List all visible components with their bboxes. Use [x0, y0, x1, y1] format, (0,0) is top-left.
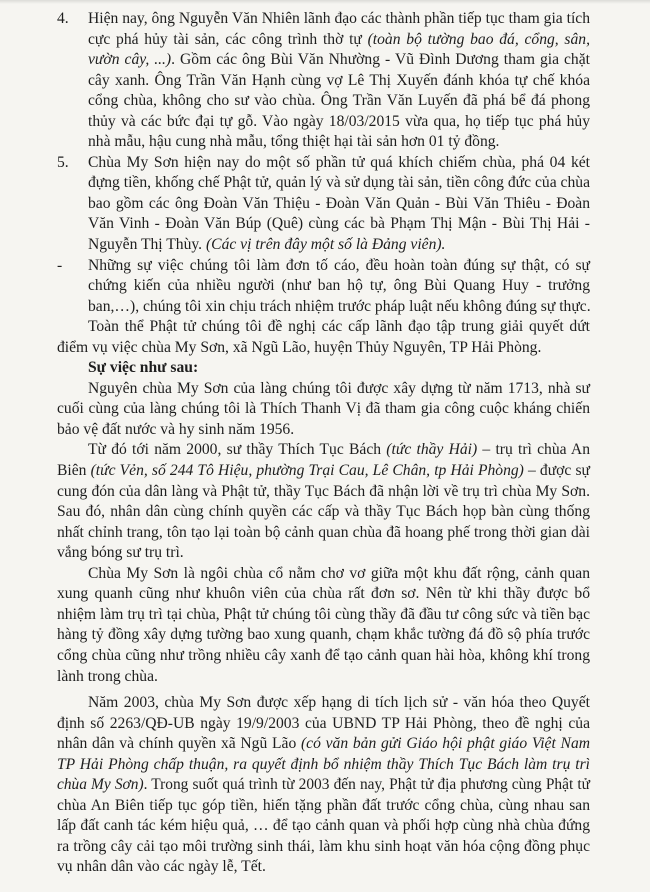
text-run: đựng tiền, khống chế Phật tử, quản lý và sử dụng tài sản, tiền công đức của chùa — [88, 174, 590, 192]
text-run: Toàn thể Phật tử chúng tôi đề nghị các cấp lãnh đạo tập trung giải quyết dứt — [88, 318, 590, 336]
text-line — [88, 91, 590, 112]
text-line — [57, 461, 590, 482]
paragraph — [57, 564, 590, 687]
text-run: Biên — [57, 462, 91, 480]
list-item — [57, 9, 590, 153]
text-line — [57, 775, 590, 796]
text-line — [57, 399, 590, 420]
text-line — [88, 173, 590, 194]
text-line — [88, 214, 590, 235]
paragraph — [57, 440, 590, 563]
text-run: . Gồm các ông Bùi Văn Nhường - Vũ Đình Dương tham gia chặt — [171, 51, 590, 69]
text-line — [57, 482, 590, 503]
text-line — [57, 338, 590, 359]
text-run: Từ đó tới năm 2000, sư thầy Thích Tục Bách — [88, 441, 387, 459]
text-line — [88, 50, 590, 71]
text-line — [57, 693, 590, 714]
text-line — [57, 543, 590, 564]
text-run: cây xanh. Ông Trần Văn Hạnh cùng vợ Lê Thị Xuyến đánh khóa tự chế khóa — [88, 71, 590, 89]
text-line — [57, 714, 590, 735]
text-run: nhất chỉnh trang, tôn tạo lại toàn bộ cảnh quan chùa đã hoang phế trong thời gian dài — [57, 523, 590, 541]
text-run: Sự việc như sau: — [88, 359, 199, 377]
italic-text: vườn cây, ...) — [88, 51, 172, 69]
text-run: nhà mẫu, hậu cung nhà mẫu, tổng thiệt hại tài sản hơn 01 tỷ đồng. — [88, 133, 500, 151]
text-line — [57, 667, 590, 688]
text-run: Nguyên chùa My Sơn của làng chúng tôi được xây dựng từ năm 1713, nhà sư — [88, 379, 590, 397]
text-run: ra trồng cây cải tạo môi trường sinh thái, làm khu sinh hoạt văn hóa cộng đồng phục — [57, 837, 590, 855]
list-item — [57, 153, 590, 256]
text-run: vụ nhân dân vào các ngày lễ, Tết. — [57, 858, 266, 876]
text-line — [57, 564, 590, 585]
text-line — [88, 71, 590, 92]
text-run: vắng bóng sư trụ trì. — [57, 544, 184, 562]
italic-text: (Các vị trên đây một số là Đảng viên). — [205, 236, 446, 254]
text-run: cuối cùng của làng chúng tôi là Thích Thanh Vị đã tham gia công cuộc kháng chiến — [57, 400, 590, 418]
text-line — [57, 837, 590, 858]
text-line — [88, 276, 590, 297]
text-run: ban,…), chúng tôi xin chịu trách nhiệm trước pháp luật nếu không đúng sự thực. — [88, 297, 591, 315]
text-run: chứng kiến của nhiều người (như ban hộ tự, ông Bùi Quang Huy - trưởng — [88, 277, 590, 295]
text-run: nhiệm làm trụ trì tại chùa, Phật tử chúng tôi cùng thầy đã đầu tư công sức và tiền bạc — [57, 605, 590, 623]
text-line — [57, 605, 590, 626]
text-line — [57, 584, 590, 605]
text-line — [57, 379, 590, 400]
text-line — [57, 440, 590, 461]
text-line — [57, 857, 590, 878]
text-line — [57, 734, 590, 755]
text-line — [57, 502, 590, 523]
text-run: cổng chùa cũng như trồng nhiều cây xanh để tạo cảnh quan hài hòa, không khí trong — [57, 646, 590, 664]
text-run: Nguyễn Thị Thùy. — [88, 236, 206, 254]
text-line — [88, 132, 590, 153]
italic-text: (tức thầy Hải) — [386, 441, 478, 459]
text-run: cực phá hủy tài sản, các công trình thờ tự — [88, 30, 368, 48]
text-line — [88, 194, 590, 215]
text-run: điểm vụ việc chùa My Sơn, xã Ngũ Lão, huyện Thủy Nguyên, TP Hải Phòng. — [57, 338, 542, 356]
text-run: Những sự việc chúng tôi làm đơn tố cáo, đều hoàn toàn đúng sự thật, có sự — [88, 256, 590, 274]
text-run: Chùa My Sơn là ngôi chùa cổ nằm chơ vơ giữa một khu đất rộng, cảnh quan — [88, 564, 590, 582]
text-run: Năm 2003, chùa My Sơn được xếp hạng di tích lịch sử - văn hóa theo Quyết — [88, 694, 590, 712]
document-page — [57, 9, 590, 878]
text-line — [88, 358, 590, 379]
italic-text: (có văn bản gửi Giáo hội phật giáo Việt Nam — [300, 735, 590, 753]
text-line — [88, 112, 590, 133]
text-line — [57, 523, 590, 544]
text-line — [57, 816, 590, 837]
paragraph — [57, 379, 590, 441]
text-run: bảo vệ đất nước và hy sinh năm 1956. — [57, 420, 295, 438]
section-heading — [57, 358, 590, 379]
list-item — [57, 256, 590, 318]
text-run: Sau đó, nhân dân cùng chính quyền các cấp và thầy Tục Bách họp bàn cùng thống — [57, 503, 590, 521]
text-run: xung quanh cũng như khuôn viên của chùa rất đơn sơ. Nên từ khi thầy được bổ — [57, 585, 590, 603]
text-run: . Trong suốt quá trình từ 2003 đến nay, Phật tử địa phương cùng Phật tử — [143, 776, 590, 794]
text-run: thủy và các bức đại tự gỗ. Vào ngày 18/03/2015 vừa qua, họ tiếp tục phá hủy — [88, 112, 590, 130]
italic-text: chùa My Sơn) — [57, 776, 144, 794]
italic-text: (tức Vẻn, số 244 Tô Hiệu, phường Trại Cau, Lê Chân, tp Hải Phòng) — [90, 462, 524, 480]
text-run: nhân dân và chính quyền xã Ngũ Lão — [57, 735, 301, 753]
text-run: – được sự — [523, 462, 590, 480]
text-line — [88, 256, 590, 277]
text-run: chùa An Biên tiếp tục góp tiền, hiến tặng phần đất trước cổng chùa, cùng nhau san — [57, 796, 590, 814]
text-run: Văn Vinh - Đoàn Văn Búp (Quê) cùng các bà Phạm Thị Mận - Bùi Thị Hải - — [88, 215, 590, 233]
text-run: cổng chùa, không cho sư vào chùa. Ông Trần Văn Luyến đã phá bể đá phong — [88, 92, 590, 110]
text-run: định số 2263/QĐ-UB ngày 19/9/2003 của UBND TP Hải Phòng, theo đề nghị của — [57, 714, 590, 732]
text-run: Hiện nay, ông Nguyễn Văn Nhiên lãnh đạo các thành phần tiếp tục tham gia tích — [88, 10, 590, 27]
list-marker: 4. — [57, 10, 69, 27]
text-line — [88, 30, 590, 51]
list-marker: - — [57, 256, 63, 274]
italic-text: TP Hải Phòng chấp thuận, ra quyết định bổ nhiệm thầy Thích Tục Bách làm trụ trì — [57, 755, 590, 773]
text-run: cung đón của dân làng và Phật tử, thầy Tục Bách đã nhận lời về trụ trì chùa My Sơn. — [57, 482, 590, 500]
text-run: lành trong chùa. — [57, 667, 158, 685]
text-run: lấp đất canh tác kém hiệu quả, … để tạo cảnh quan và phối hợp cùng nhà chùa đứng — [57, 817, 590, 835]
text-line — [57, 646, 590, 667]
text-line — [57, 420, 590, 441]
text-line — [57, 625, 590, 646]
scan-top-edge — [0, 0, 650, 4]
paragraph — [57, 693, 590, 878]
text-run: Chùa My Sơn hiện nay do một số phần tử quá khích chiếm chùa, phá 04 két — [88, 153, 590, 171]
text-line — [88, 153, 590, 174]
text-run: bao gồm các ông Đoàn Văn Thiệu - Đoàn Văn Quản - Bùi Văn Thiêu - Đoàn — [88, 194, 590, 212]
text-line — [57, 796, 590, 817]
italic-text: (toàn bộ tường bao đá, cổng, sân, — [367, 30, 590, 48]
text-run: – trụ trì chùa An — [477, 441, 590, 459]
text-line — [57, 755, 590, 776]
text-run: hàng tỷ đồng xây dựng tường bao xung quanh, chạm khắc tường đá đồ sộ phía trước — [57, 626, 590, 644]
text-line — [88, 297, 590, 318]
list-marker: 5. — [57, 153, 69, 171]
text-line — [88, 235, 590, 256]
text-line — [88, 9, 590, 30]
paragraph — [57, 317, 590, 358]
text-line — [57, 317, 590, 338]
